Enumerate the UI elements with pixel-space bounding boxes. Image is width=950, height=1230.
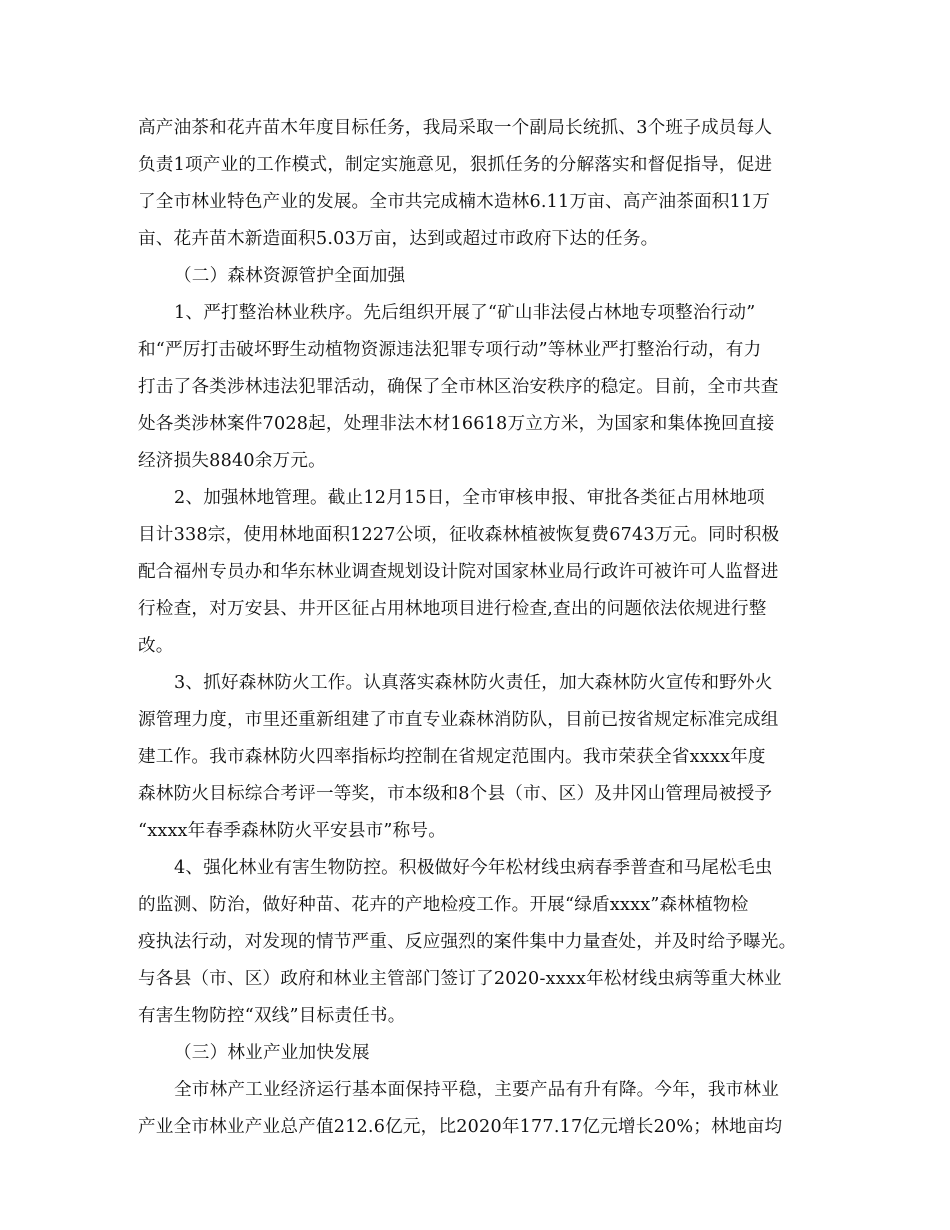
paragraph-start: 4、强化林业有害生物防控。积极做好今年松材线虫病春季普查和马尾松毛虫	[174, 858, 773, 878]
text-line: 处各类涉林案件7028起，处理非法木材16618万立方米，为国家和集体挽回直接	[138, 414, 775, 434]
text-line: 和“严厉打击破坏野生动植物资源违法犯罪专项行动”等林业严打整治行动，有力	[138, 340, 762, 360]
text-line: 源管理力度，市里还重新组建了市直专业森林消防队，目前已按省规定标准完成组	[138, 710, 779, 730]
section-heading: （二）森林资源管护全面加强	[174, 266, 406, 286]
text-line: 亩、花卉苗木新造面积5.03万亩，达到或超过市政府下达的任务。	[138, 229, 659, 249]
paragraph-start: 1、严打整治林业秩序。先后组织开展了“矿山非法侵占林地专项整治行动”	[174, 303, 756, 323]
text-line: 打击了各类涉林违法犯罪活动，确保了全市林区治安秩序的稳定。目前，全市共查	[138, 377, 779, 397]
text-line: 有害生物防控“双线”目标责任书。	[138, 1006, 406, 1026]
text-line: 配合福州专员办和华东林业调查规划设计院对国家林业局行政许可被许可人监督进	[138, 562, 779, 582]
document-page	[138, 110, 814, 1146]
paragraph-start: 3、抓好森林防火工作。认真落实森林防火责任，加大森林防火宣传和野外火	[174, 673, 773, 693]
text-line: 的监测、防治，做好种苗、花卉的产地检疫工作。开展“绿盾xxxx”森林植物检	[138, 895, 749, 915]
text-line: 与各县（市、区）政府和林业主管部门签订了2020-xxxx年松材线虫病等重大林业	[138, 969, 782, 989]
text-line: 目计338宗，使用林地面积1227公顷，征收森林植被恢复费6743万元。同时积极	[138, 525, 780, 545]
section-heading: （三）林业产业加快发展	[174, 1043, 370, 1063]
text-line: 建工作。我市森林防火四率指标均控制在省规定范围内。我市荣获全省xxxx年度	[138, 747, 766, 767]
text-line: 森林防火目标综合考评一等奖，市本级和8个县（市、区）及井冈山管理局被授予	[138, 784, 773, 804]
text-line: 产业全市林业产业总产值212.6亿元，比2020年177.17亿元增长20%；林地亩均	[138, 1117, 783, 1137]
paragraph-start: 全市林产工业经济运行基本面保持平稳，主要产品有升有降。今年，我市林业	[174, 1080, 779, 1100]
text-line: 疫执法行动，对发现的情节严重、反应强烈的案件集中力量查处，并及时给予曝光。	[138, 932, 797, 952]
paragraph-start: 2、加强林地管理。截止12月15日，全市审核申报、审批各类征占用林地项	[174, 488, 765, 508]
text-line: 行检查，对万安县、井开区征占用林地项目进行检查,查出的问题依法依规进行整	[138, 599, 767, 619]
text-line: 改。	[138, 636, 174, 656]
text-line: “xxxx年春季森林防火平安县市”称号。	[138, 821, 446, 841]
text-line: 负责1项产业的工作模式，制定实施意见，狠抓任务的分解落实和督促指导，促进	[138, 155, 773, 175]
text-line: 高产油茶和花卉苗木年度目标任务，我局采取一个副局长统抓、3个班子成员每人	[138, 118, 773, 138]
text-line: 经济损失8840余万元。	[138, 451, 326, 471]
text-line: 了全市林业特色产业的发展。全市共完成楠木造林6.11万亩、高产油茶面积11万	[138, 192, 771, 212]
